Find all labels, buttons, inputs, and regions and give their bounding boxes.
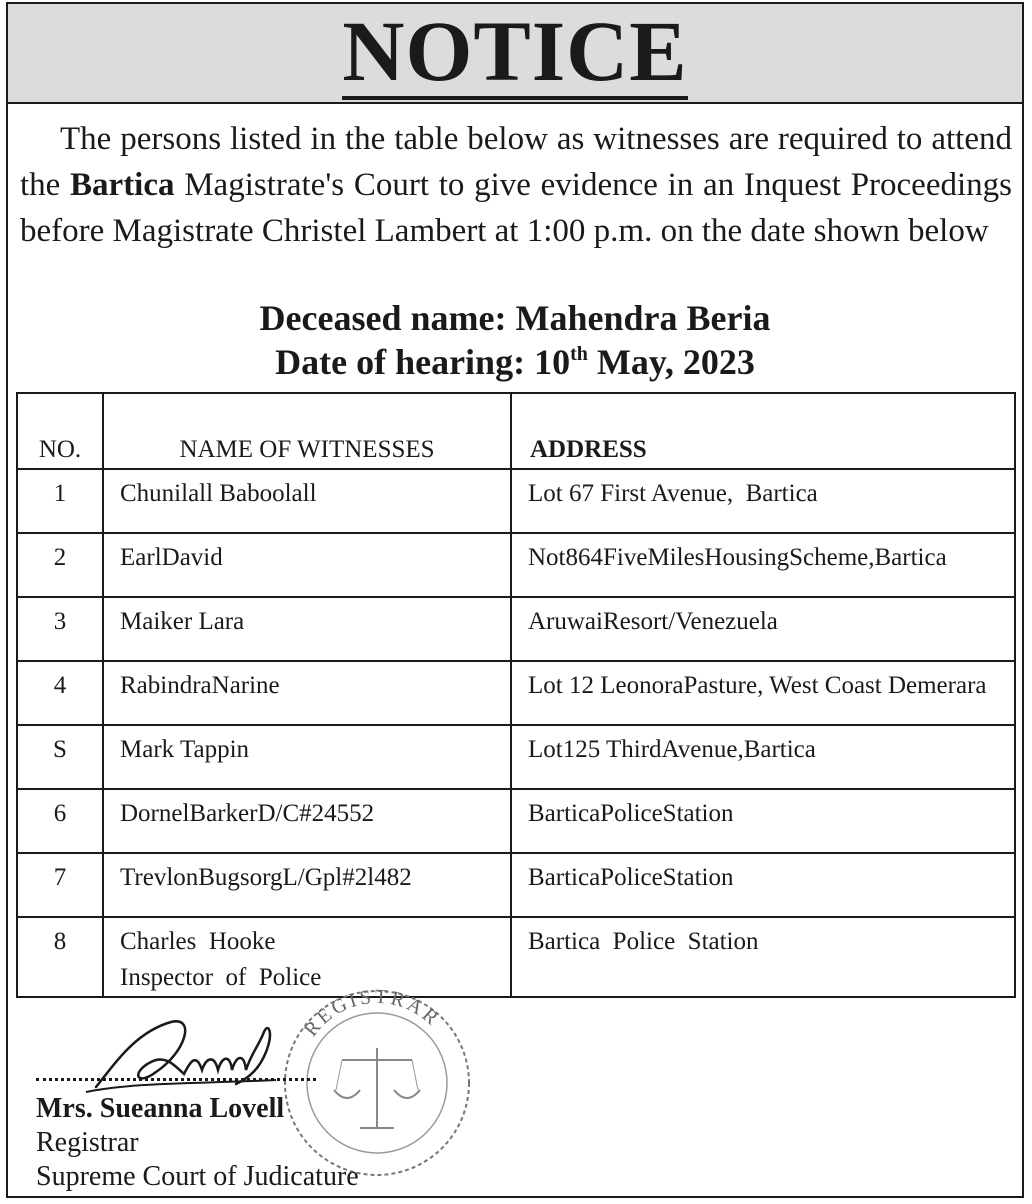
signatory-role: Registrar bbox=[36, 1127, 139, 1158]
header-name: NAME OF WITNESSES bbox=[103, 393, 511, 469]
case-headline bbox=[8, 296, 1022, 384]
witness-number: 6 bbox=[17, 789, 103, 853]
hearing-label: Date of hearing: bbox=[275, 342, 526, 382]
deceased-name: Mahendra Beria bbox=[515, 298, 771, 338]
witness-address: Lot125 ThirdAvenue,Bartica bbox=[511, 725, 1015, 789]
signature-block bbox=[36, 964, 536, 1194]
witness-name-cell bbox=[103, 597, 511, 661]
intro-text-part1: The persons listed in the table below as witnesses are required to attend the bbox=[20, 121, 1012, 203]
witness-name-cell bbox=[103, 469, 511, 533]
intro-text-part2: Magistrate's Court to give evidence in an Inquest Proceedings before Magistrate Christel Lambert at 1:00 p.m. on the date shown below bbox=[20, 167, 1012, 249]
witness-name-cell bbox=[103, 853, 511, 917]
witness-name: Charles Hooke bbox=[120, 928, 276, 955]
witness-number: 4 bbox=[17, 661, 103, 725]
witness-number: 8 bbox=[17, 917, 103, 997]
hearing-month-year: May, 2023 bbox=[596, 342, 755, 382]
signature-dotted-line bbox=[36, 1078, 316, 1081]
deceased-label: Deceased name: bbox=[259, 298, 507, 338]
notice-document bbox=[6, 2, 1024, 1198]
signatory-organization: Supreme Court of Judicature bbox=[36, 1161, 359, 1192]
witness-address: BarticaPoliceStation bbox=[511, 789, 1015, 853]
notice-header bbox=[8, 4, 1022, 104]
witness-name: TrevlonBugsorgL/Gpl#2l482 bbox=[120, 864, 412, 891]
hearing-day-suffix: th bbox=[570, 343, 588, 365]
table-row bbox=[17, 597, 1015, 661]
hearing-day: 10 bbox=[534, 342, 571, 382]
witness-name: Maiker Lara bbox=[120, 608, 245, 635]
witness-name-cell bbox=[103, 661, 511, 725]
signatory-name: Mrs. Sueanna Lovell bbox=[36, 1093, 285, 1124]
witness-number: S bbox=[17, 725, 103, 789]
witness-address: AruwaiResort/Venezuela bbox=[511, 597, 1015, 661]
table-row bbox=[17, 661, 1015, 725]
header-address: ADDRESS bbox=[511, 393, 1015, 469]
witness-address: Lot 12 LeonoraPasture, West Coast Demerara bbox=[511, 661, 1015, 725]
witness-title: Inspector of Police bbox=[120, 964, 322, 991]
witness-name: Mark Tappin bbox=[120, 736, 250, 763]
witness-address: Bartica Police Station bbox=[511, 917, 1015, 997]
court-name: Bartica bbox=[70, 167, 175, 203]
witness-address: Not864FiveMilesHousingScheme,Bartica bbox=[511, 533, 1015, 597]
witness-name: RabindraNarine bbox=[120, 672, 280, 699]
witness-number: 7 bbox=[17, 853, 103, 917]
witness-name-cell bbox=[103, 725, 511, 789]
table-row bbox=[17, 725, 1015, 789]
witness-number: 1 bbox=[17, 469, 103, 533]
table-row bbox=[17, 789, 1015, 853]
witness-name-cell bbox=[103, 533, 511, 597]
table-row bbox=[17, 853, 1015, 917]
table-header-row bbox=[17, 393, 1015, 469]
witness-name: Chunilall Baboolall bbox=[120, 480, 317, 507]
table-row bbox=[17, 469, 1015, 533]
witness-number: 2 bbox=[17, 533, 103, 597]
intro-paragraph bbox=[20, 116, 1012, 254]
witness-name-cell bbox=[103, 789, 511, 853]
witness-address: Lot 67 First Avenue, Bartica bbox=[511, 469, 1015, 533]
witness-name: EarlDavid bbox=[120, 544, 223, 571]
witness-table bbox=[16, 392, 1016, 998]
witness-table-container bbox=[16, 392, 1016, 998]
witness-name: DornelBarkerD/C#24552 bbox=[120, 800, 375, 827]
header-no: NO. bbox=[17, 393, 103, 469]
notice-title: NOTICE bbox=[342, 3, 688, 99]
witness-number: 3 bbox=[17, 597, 103, 661]
table-row bbox=[17, 533, 1015, 597]
witness-address: BarticaPoliceStation bbox=[511, 853, 1015, 917]
seal-text: REGISTRAR bbox=[300, 985, 445, 1041]
deceased-line bbox=[8, 296, 1022, 340]
witness-table-body bbox=[17, 469, 1015, 997]
hearing-date-line bbox=[8, 340, 1022, 384]
